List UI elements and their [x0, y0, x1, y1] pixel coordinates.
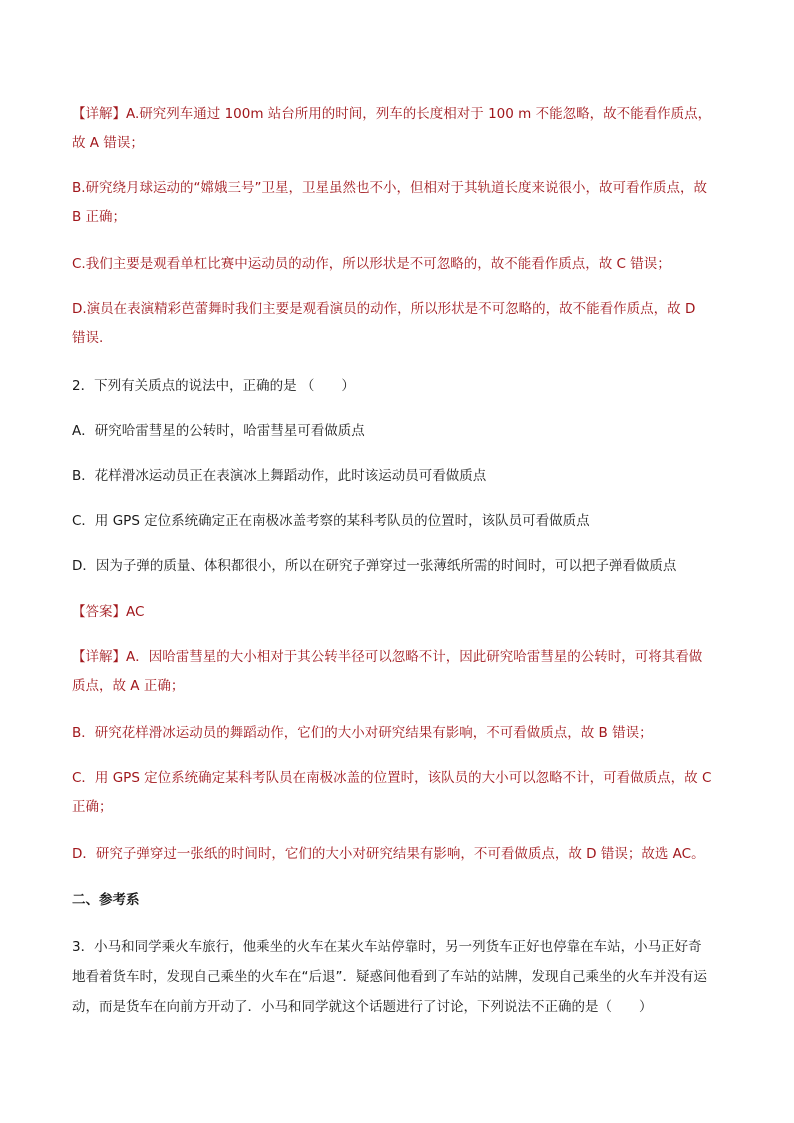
- section-heading: 二、参考系: [72, 892, 140, 908]
- detail1-line6: D.演员在表演精彩芭蕾舞时我们主要是观看演员的动作，所以形状是不可忽略的，故不能看作质点，故 D: [72, 301, 696, 317]
- detail1-line1: 【详解】A.研究列车通过 100m 站台所用的时间，列车的长度相对于 100 m 不能忽略，故不能看作质点，: [72, 106, 712, 122]
- question-2-detail-line4: C．用 GPS 定位系统确定某科考队员在南极冰盖的位置时，该队员的大小可以忽略不计，可看做质点，故 C: [72, 770, 712, 786]
- question-2-detail-line2: 质点，故 A 正确；: [72, 678, 185, 694]
- detail1-line2: 故 A 错误；: [72, 135, 144, 151]
- question-2-detail-line5: 正确；: [72, 799, 113, 815]
- question-3-line3: 动，而是货车在向前方开动了．小马和同学就这个话题进行了讨论，下列说法不正确的是（ ）: [72, 999, 653, 1015]
- question-2-option-c: C．用 GPS 定位系统确定正在南极冰盖考察的某科考队员的位置时，该队员可看做质点: [72, 513, 590, 529]
- question-2-detail-line1: 【详解】A．因哈雷彗星的大小相对于其公转半径可以忽略不计，因此研究哈雷彗星的公转时，可将其看做: [72, 649, 703, 665]
- question-2-detail-line3: B．研究花样滑冰运动员的舞蹈动作，它们的大小对研究结果有影响，不可看做质点，故 B 错误；: [72, 725, 653, 741]
- question-3-line1: 3．小马和同学乘火车旅行，他乘坐的火车在某火车站停靠时，另一列货车正好也停靠在车站，小马正好奇: [72, 939, 702, 955]
- question-2-option-a: A．研究哈雷彗星的公转时，哈雷彗星可看做质点: [72, 423, 365, 439]
- question-2-option-b: B．花样滑冰运动员正在表演冰上舞蹈动作，此时该运动员可看做质点: [72, 468, 487, 484]
- question-2-option-d: D．因为子弹的质量、体积都很小，所以在研究子弹穿过一张薄纸所需的时间时，可以把子弹看做质点: [72, 558, 677, 574]
- detail1-line3: B.研究绕月球运动的“嫦娥三号”卫星，卫星虽然也不小，但相对于其轨道长度来说很小，故可看作质点，故: [72, 180, 708, 196]
- question-2-detail-line6: D．研究子弹穿过一张纸的时间时，它们的大小对研究结果有影响，不可看做质点，故 D 错误；故选 AC。: [72, 846, 705, 862]
- question-2-stem: 2．下列有关质点的说法中，正确的是 （ ）: [72, 378, 355, 394]
- question-3-line2: 地看着货车时，发现自己乘坐的火车在“后退”．疑惑间他看到了车站的站牌，发现自己乘坐的火车并没有运: [72, 969, 707, 985]
- detail1-line4: B 正确；: [72, 209, 127, 225]
- detail1-line7: 错误.: [72, 330, 104, 346]
- detail1-line5: C.我们主要是观看单杠比赛中运动员的动作，所以形状是不可忽略的，故不能看作质点，故 C 错误；: [72, 256, 671, 272]
- question-2-answer: 【答案】AC: [72, 604, 145, 620]
